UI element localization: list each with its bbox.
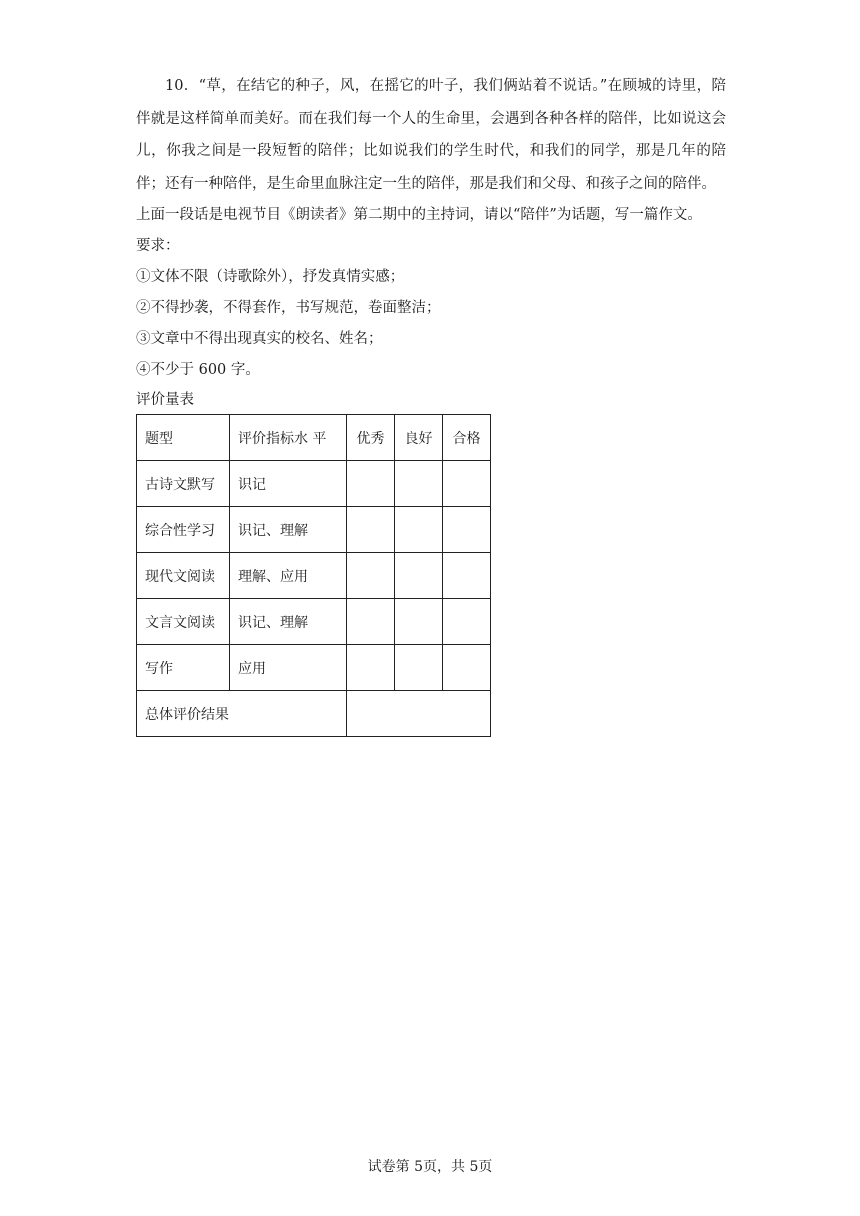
pass-cell [443,645,491,691]
table-row [137,553,491,599]
header-good: 良好 [395,415,443,461]
excellent-cell [347,461,395,507]
page-footer: 试卷第 5页，共 5页 [367,1159,493,1175]
good-cell [395,599,443,645]
excellent-cell [347,599,395,645]
pass-cell [443,553,491,599]
total-result-cell [347,691,491,737]
row-type: 现代文阅读 [137,553,230,599]
requirement-item: ②不得抄袭，不得套作，书写规范，卷面整洁； [136,300,441,316]
question-paragraph: 10．“草，在结它的种子，风，在摇它的叶子，我们俩站着不说话。”在顾城的诗里，陪伴就是这样简单而美好。而在我们每一个人的生命里，会遇到各种各样的陪伴，比如说这会儿，你我之间是一段短暂的陪伴；比如说我们的学生时代，和我们的同学，那是几年的陪伴；还有一种陪伴，是生命里血脉注定一生的陪伴，那是我们和父母、和孩子之间的陪伴。 [136,78,726,192]
table-total-row [137,691,491,737]
good-cell [395,645,443,691]
good-cell [395,461,443,507]
table-row [137,599,491,645]
excellent-cell [347,507,395,553]
excellent-cell [347,645,395,691]
good-cell [395,507,443,553]
requirement-item: ①文体不限（诗歌除外），抒发真情实感； [136,269,405,285]
row-indicator: 识记、理解 [230,599,347,645]
pass-cell [443,599,491,645]
rubric-caption: 评价量表 [136,392,194,408]
requirement-item: ④不少于 600 字。 [136,362,260,378]
row-indicator: 识记 [230,461,347,507]
rubric-table [136,414,491,737]
header-excellent: 优秀 [347,415,395,461]
excellent-cell [347,553,395,599]
row-indicator: 识记、理解 [230,507,347,553]
table-row [137,507,491,553]
table-row [137,461,491,507]
row-type: 写作 [137,645,230,691]
total-label: 总体评价结果 [137,691,347,737]
pass-cell [443,507,491,553]
requirement-item: ③文章中不得出现真实的校名、姓名； [136,331,383,347]
row-indicator: 应用 [230,645,347,691]
row-indicator: 理解、应用 [230,553,347,599]
requirements-label: 要求： [136,238,180,254]
row-type: 文言文阅读 [137,599,230,645]
table-row [137,645,491,691]
header-pass: 合格 [443,415,491,461]
header-type: 题型 [137,415,230,461]
table-header-row [137,415,491,461]
writing-prompt: 上面一段话是电视节目《朗读者》第二期中的主持词，请以“陪伴”为话题，写一篇作文。 [136,207,702,223]
question-content [136,70,726,737]
good-cell [395,553,443,599]
header-indicator: 评价指标水 平 [230,415,347,461]
row-type: 古诗文默写 [137,461,230,507]
row-type: 综合性学习 [137,507,230,553]
pass-cell [443,461,491,507]
